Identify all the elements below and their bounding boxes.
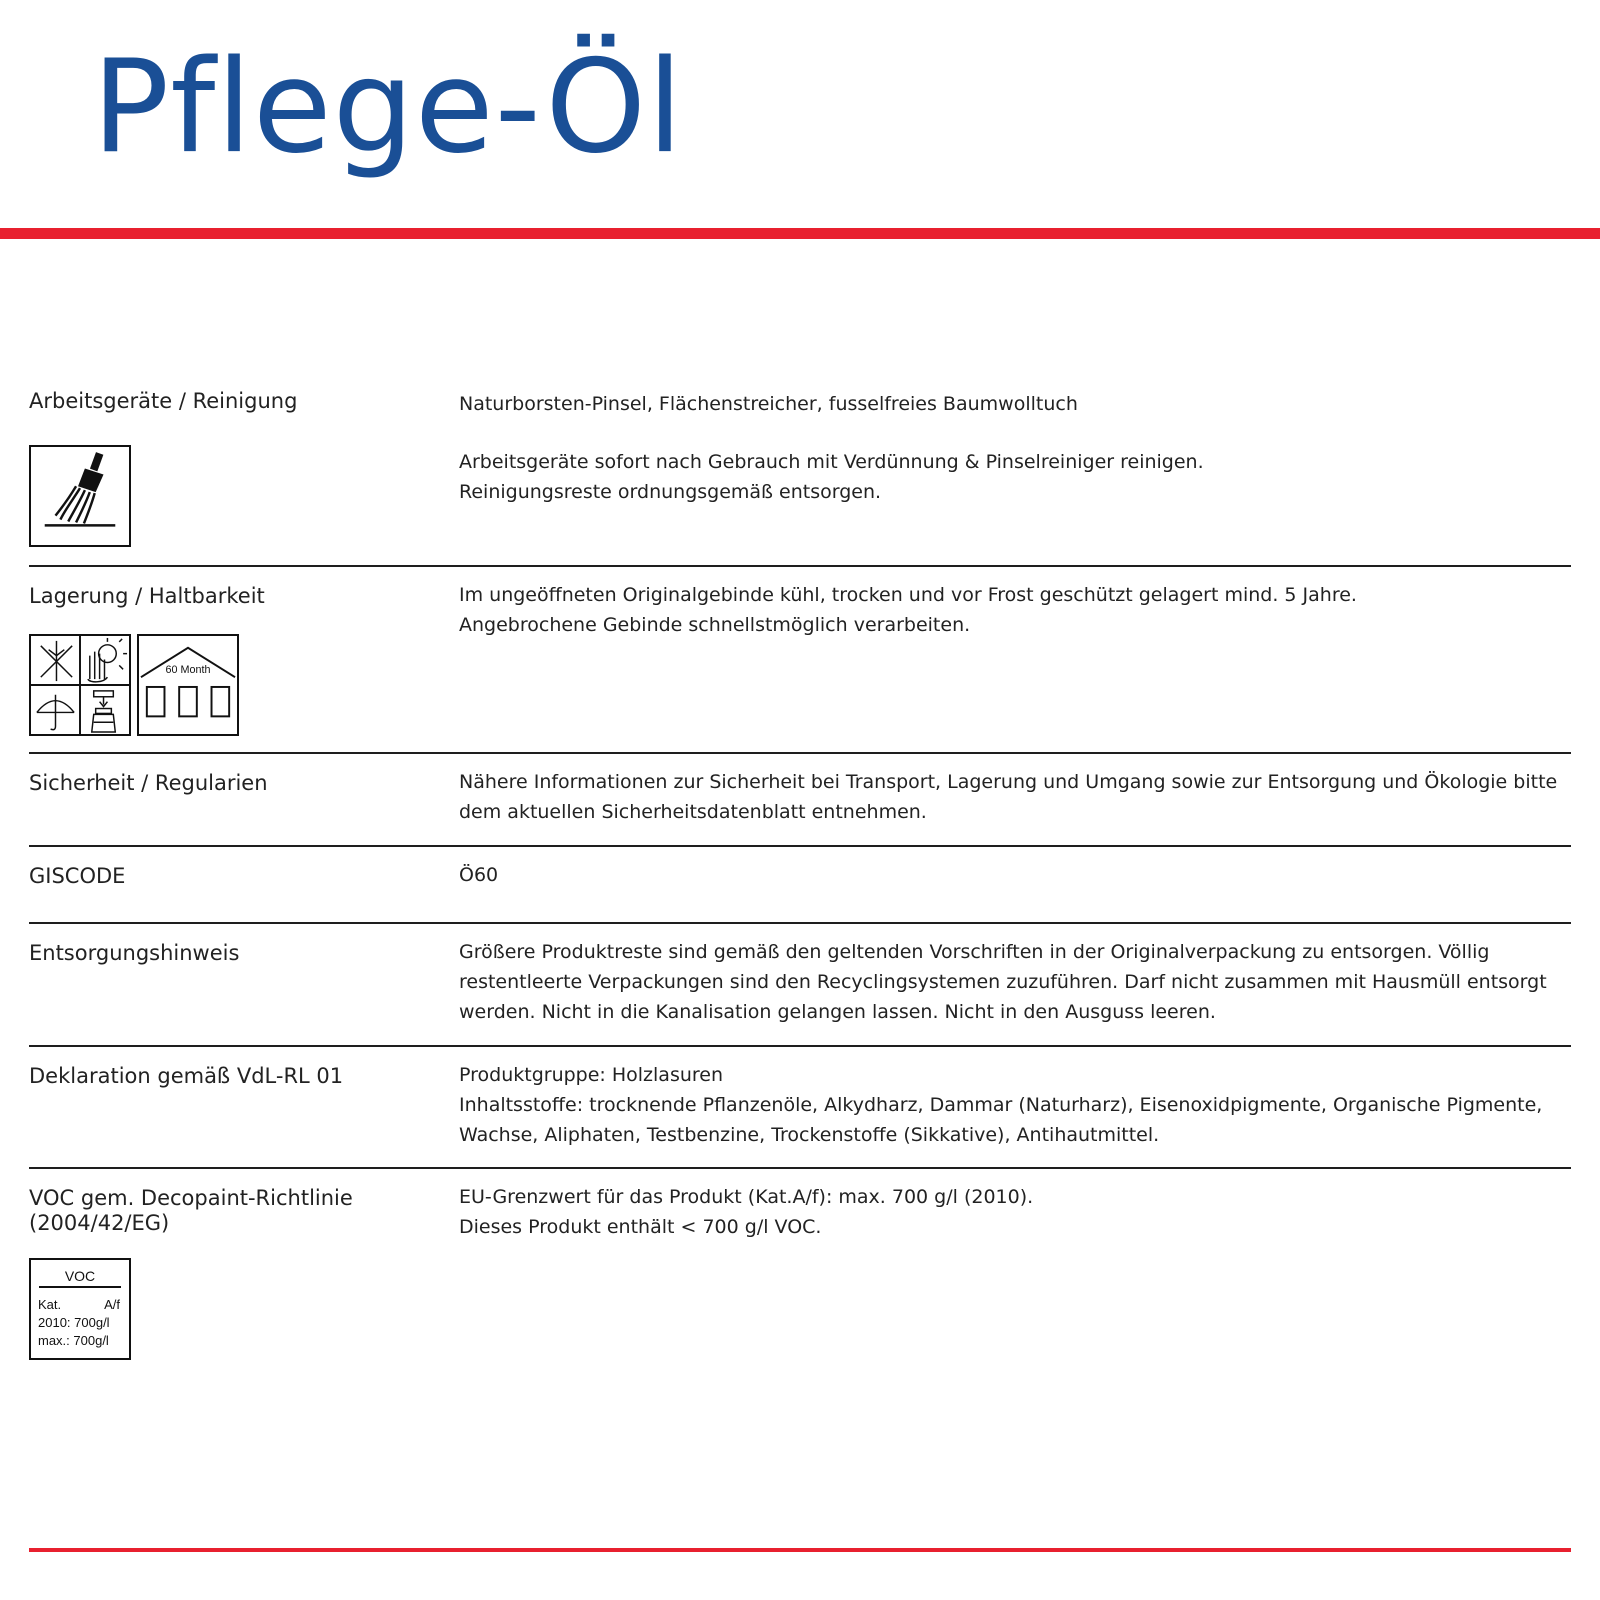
voc-content-text: Dieses Produkt enthält < 700 g/l VOC. — [459, 1216, 822, 1238]
voc-limit-max: max.: 700g/l — [38, 1333, 109, 1348]
eu-limit-text: EU-Grenzwert für das Produkt (Kat.A/f): max. 700 g/l (2010). — [459, 1186, 1034, 1208]
row-content — [459, 860, 1571, 890]
opened-text: Angebrochene Gebinde schnellstmöglich verarbeiten. — [459, 614, 971, 636]
row-content — [459, 580, 1571, 640]
row-label: Sicherheit / Regularien — [29, 771, 268, 795]
row-content — [459, 767, 1571, 827]
spec-table — [29, 389, 1571, 1369]
row-entsorgung — [29, 924, 1571, 1047]
disposal-text: Reinigungsreste ordnungsgemäß entsorgen. — [459, 481, 882, 503]
brush-icon — [29, 445, 131, 547]
disposal-notice-text: Größere Produktreste sind gemäß den geltenden Vorschriften in der Originalverpackung zu entsorgen. Völlig restentleerte Verpackungen sind den Recyclingsystemen zuzuführen. Darf nicht zusammen mit Hausmüll entsorgt werden. Nicht in die Kanalisation gelangen lassen. Nicht in den Ausguss leeren. — [459, 941, 1547, 1023]
voc-label-line1: VOC gem. Decopaint-Richtlinie — [29, 1186, 353, 1210]
row-label: Entsorgungshinweis — [29, 941, 240, 965]
giscode-value: Ö60 — [459, 864, 499, 886]
header-red-bar — [0, 228, 1600, 239]
row-arbeitsgeraete — [29, 389, 1571, 567]
storage-conditions-icon — [29, 634, 131, 736]
voc-label-line2: (2004/42/EG) — [29, 1211, 170, 1235]
cleaning-text: Arbeitsgeräte sofort nach Gebrauch mit Verdünnung & Pinselreiniger reinigen. — [459, 451, 1204, 473]
product-group-text: Produktgruppe: Holzlasuren — [459, 1064, 724, 1086]
row-content — [459, 389, 1571, 507]
row-content — [459, 1060, 1571, 1150]
voc-kat-label: Kat. — [38, 1297, 62, 1312]
voc-badge-heading: VOC — [39, 1266, 121, 1288]
voc-badge — [29, 1258, 131, 1360]
row-deklaration — [29, 1047, 1571, 1169]
row-label — [29, 1186, 439, 1236]
page-title: Pflege-Öl — [92, 33, 684, 182]
row-label: GISCODE — [29, 864, 126, 888]
row-sicherheit — [29, 754, 1571, 847]
row-content — [459, 1182, 1571, 1242]
shelf-life-label: 60 Month — [165, 664, 211, 677]
row-label: Deklaration gemäß VdL-RL 01 — [29, 1064, 344, 1088]
row-giscode — [29, 847, 1571, 924]
row-label: Lagerung / Haltbarkeit — [29, 584, 265, 608]
row-label: Arbeitsgeräte / Reinigung — [29, 389, 298, 413]
voc-limit-2010: 2010: 700g/l — [38, 1315, 110, 1330]
voc-kat-value: A/f — [104, 1297, 120, 1312]
safety-text: Nähere Informationen zur Sicherheit bei Transport, Lagerung und Umgang sowie zur Entsorgung und Ökologie bitte dem aktuellen Sicherheitsdatenblatt entnehmen. — [459, 771, 1558, 823]
tools-text: Naturborsten-Pinsel, Flächenstreicher, fusselfreies Baumwolltuch — [459, 393, 1078, 415]
row-voc — [29, 1169, 1571, 1369]
row-lagerung — [29, 567, 1571, 754]
shelf-life-icon — [137, 634, 239, 736]
row-content — [459, 937, 1571, 1027]
storage-text: Im ungeöffneten Originalgebinde kühl, trocken und vor Frost geschützt gelagert mind. 5 Jahre. — [459, 584, 1357, 606]
footer-red-line — [29, 1548, 1571, 1552]
ingredients-text: Inhaltsstoffe: trocknende Pflanzenöle, Alkydharz, Dammar (Naturharz), Eisenoxidpigmente, Organische Pigmente, Wachse, Aliphaten, Testbenzine, Trockenstoffe (Sikkative), Antihautmittel. — [459, 1094, 1543, 1146]
